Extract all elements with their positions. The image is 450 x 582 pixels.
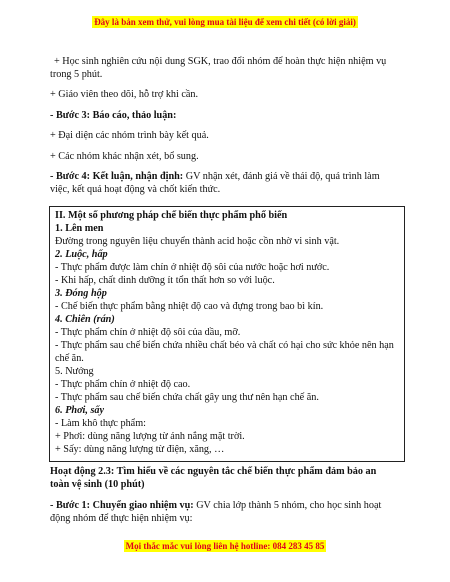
activity-heading: toàn vệ sinh (10 phút) bbox=[50, 479, 145, 490]
step-text: GV chia lớp thành 5 nhóm, cho học sinh hoạt bbox=[193, 500, 382, 511]
activity-heading: Hoạt động 2.3: Tìm hiểu về các nguyên tắc chế biến thực phẩm đảm bảo an bbox=[50, 466, 377, 477]
box-line: chế ăn. bbox=[55, 353, 84, 364]
content-box bbox=[49, 206, 405, 462]
step-heading: - Bước 1: Chuyển giao nhiệm vụ: bbox=[50, 500, 194, 511]
box-line: - Thực phẩm sau chế biến chứa nhiều chất béo và chất có hại cho sức khỏe nên hạn bbox=[55, 340, 394, 351]
paragraph: + Các nhóm khác nhận xét, bổ sung. bbox=[50, 151, 199, 162]
step-4-paragraph bbox=[50, 170, 380, 183]
paragraph: động nhóm để thực hiện nhiệm vụ: bbox=[50, 513, 193, 524]
box-title: II. Một số phương pháp chế biến thực phẩm phổ biến bbox=[55, 210, 288, 221]
box-line: + Phơi: dùng năng lượng từ ánh nắng mặt trời. bbox=[55, 431, 245, 442]
section-heading: 6. Phơi, sấy bbox=[55, 405, 105, 416]
box-line: - Thực phẩm sau chế biến chứa chất gây ung thư nên hạn chế ăn. bbox=[55, 392, 319, 403]
paragraph: việc, kết quả hoạt động và chốt kiến thức. bbox=[50, 184, 221, 195]
hotline-banner-text: Mọi thắc mắc vui lòng liên hệ hotline: 084 283 45 85 bbox=[125, 541, 325, 551]
hotline-banner bbox=[0, 536, 450, 554]
section-heading: 3. Đóng hộp bbox=[55, 288, 107, 299]
step-heading: - Bước 3: Báo cáo, thảo luận: bbox=[50, 110, 177, 121]
paragraph: + Học sinh nghiên cứu nội dung SGK, trao đổi nhóm để hoàn thực hiện nhiệm vụ bbox=[54, 56, 387, 67]
box-line: + Sấy: dùng năng lượng từ điện, xăng, … bbox=[55, 444, 225, 455]
box-line: - Thực phẩm được làm chín ở nhiệt độ sôi của nước hoặc hơi nước. bbox=[55, 262, 330, 273]
section-heading: 4. Chiên (rán) bbox=[55, 314, 115, 325]
box-line: - Làm khô thực phẩm: bbox=[55, 418, 146, 429]
box-line: - Thực phẩm chín ở nhiệt độ sôi của dầu, mỡ. bbox=[55, 327, 241, 338]
box-line: - Chế biến thực phẩm bằng nhiệt độ cao và đựng trong bao bì kín. bbox=[55, 301, 324, 312]
paragraph: trong 5 phút. bbox=[50, 69, 103, 80]
box-line: - Thực phẩm chín ở nhiệt độ cao. bbox=[55, 379, 191, 390]
step-text: GV nhận xét, đánh giá về thái độ, quá trình làm bbox=[183, 171, 380, 182]
section-heading: 5. Nướng bbox=[55, 366, 94, 377]
preview-banner-text: Đây là bản xem thử, vui lòng mua tài liệu để xem chi tiết (có lời giải) bbox=[94, 17, 356, 27]
step-1-paragraph bbox=[50, 499, 381, 512]
box-line: - Khi hấp, chất dinh dưỡng ít tổn thất hơn so với luộc. bbox=[55, 275, 275, 286]
section-heading: 2. Luộc, hấp bbox=[55, 249, 108, 260]
step-heading: - Bước 4: Kết luận, nhận định: bbox=[50, 171, 184, 182]
paragraph: + Giáo viên theo dõi, hỗ trợ khi cần. bbox=[50, 89, 199, 100]
paragraph: + Đại diện các nhóm trình bày kết quả. bbox=[50, 130, 209, 141]
section-heading: 1. Lên men bbox=[55, 223, 104, 234]
box-line: Đường trong nguyên liệu chuyển thành acid hoặc cồn nhờ vi sinh vật. bbox=[55, 236, 340, 247]
preview-banner bbox=[0, 12, 450, 30]
